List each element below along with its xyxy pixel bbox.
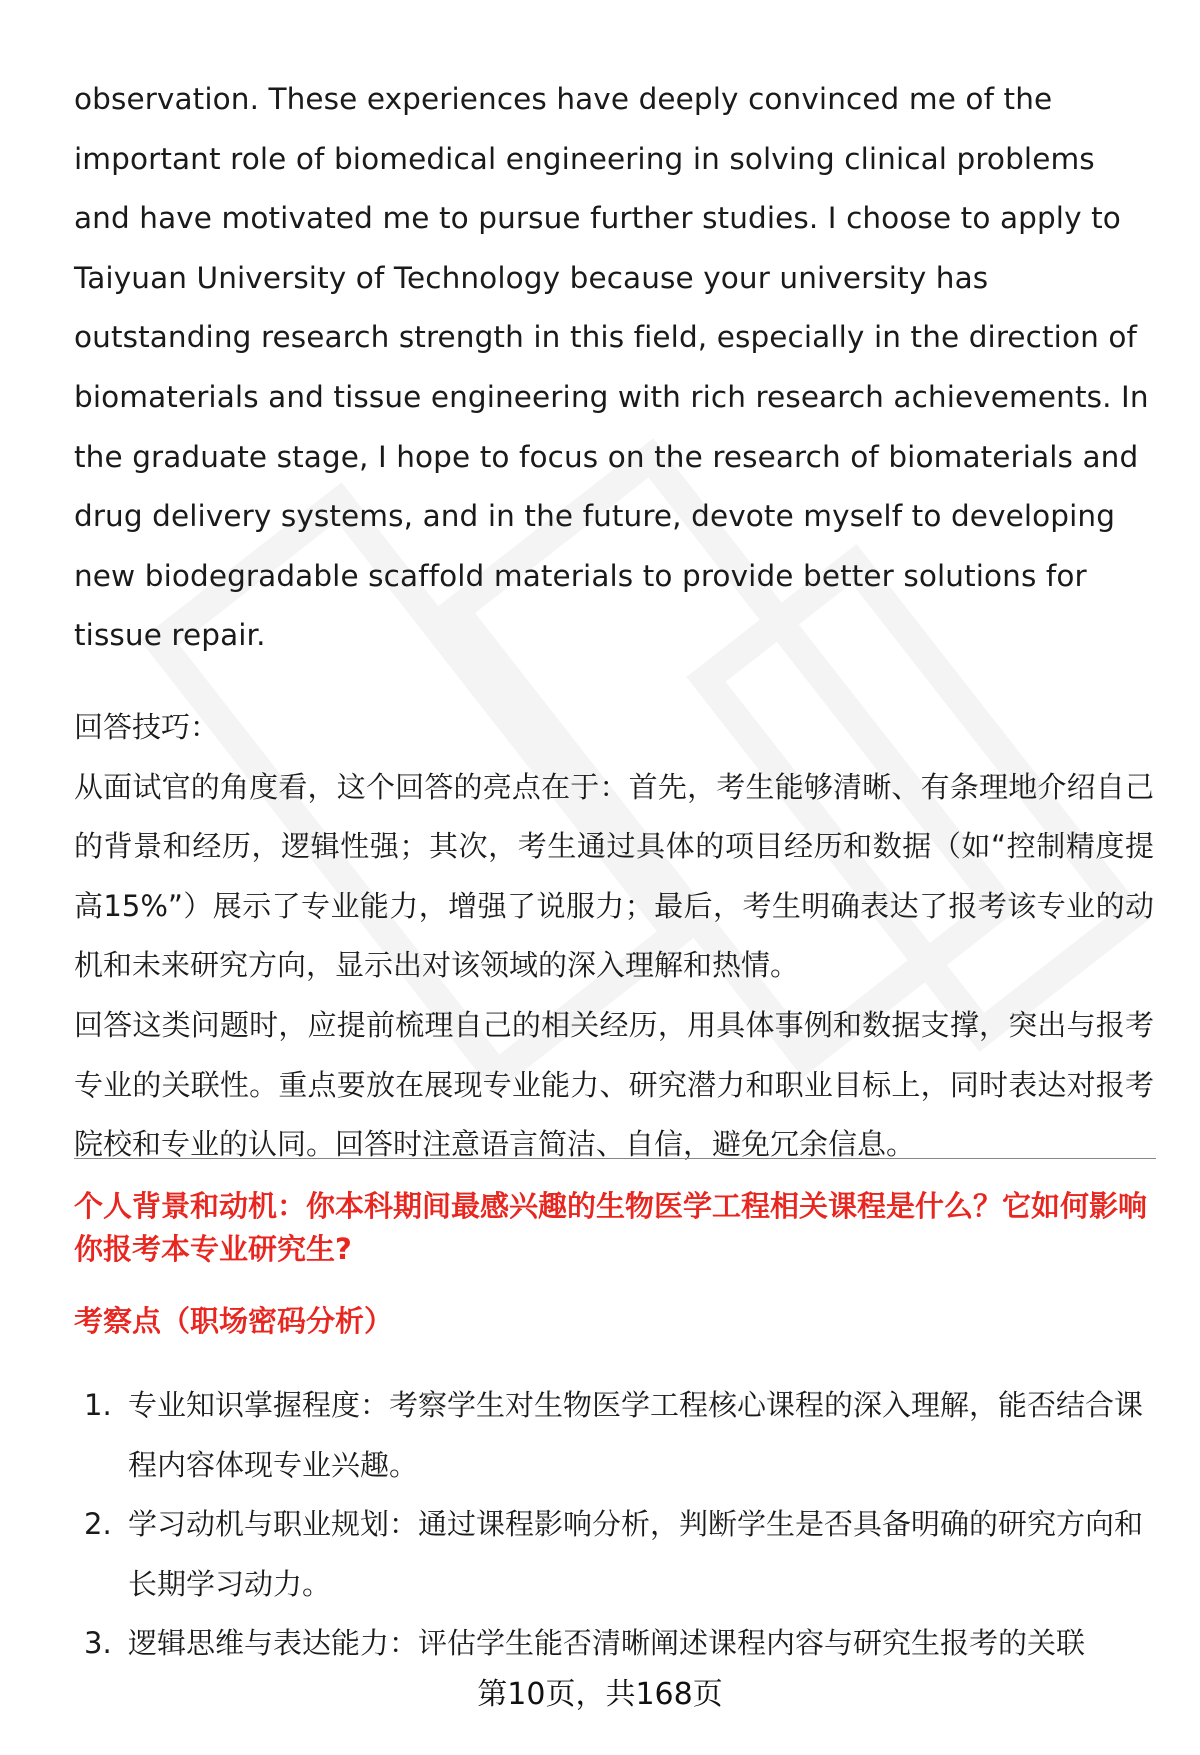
tips-paragraph-2: 回答这类问题时，应提前梳理自己的相关经历，用具体事例和数据支撑，突出与报考专业的关联性。重点要放在展现专业能力、研究潜力和职业目标上，同时表达对报考院校和专业的认同。回答时注意语言简洁、自信，避免冗余信息。 bbox=[74, 1007, 1154, 1162]
tips-heading: 回答技巧： bbox=[74, 709, 220, 744]
list-item-text: 学习动机与职业规划：通过课程影响分析，判断学生是否具备明确的研究方向和长期学习动力。 bbox=[128, 1507, 1144, 1601]
answer-continuation-paragraph: observation. These experiences have deeply convinced me of the important role of biomedical engineering in solving clinical problems and have motivated me to pursue further studies. I choose to apply to Taiyuan University of Technology because your university has outstanding research strength in this field, especially in the direction of biomaterials and tissue engineering with rich research achievements. In the graduate stage, I hope to focus on the research of biomaterials and drug delivery systems, and in the future, devote myself to developing new biodegradable scaffold materials to provide better solutions for tissue repair. bbox=[74, 82, 1149, 653]
question-heading: 个人背景和动机：你本科期间最感兴趣的生物医学工程相关课程是什么？它如何影响你报考本专业研究生? bbox=[74, 1189, 1148, 1266]
list-item-number: 2. bbox=[84, 1507, 112, 1542]
list-item-text: 专业知识掌握程度：考察学生对生物医学工程核心课程的深入理解，能否结合课程内容体现专业兴趣。 bbox=[128, 1388, 1144, 1482]
list-item bbox=[74, 1376, 1154, 1495]
list-item bbox=[74, 1614, 1154, 1674]
list-item-number: 3. bbox=[84, 1626, 112, 1661]
page-number-footer: 第10页，共168页 bbox=[477, 1677, 723, 1712]
list-item-text: 逻辑思维与表达能力：评估学生能否清晰阐述课程内容与研究生报考的关联 bbox=[128, 1626, 1086, 1661]
tips-paragraph-1: 从面试官的角度看，这个回答的亮点在于：首先，考生能够清晰、有条理地介绍自己的背景和经历，逻辑性强；其次，考生通过具体的项目经历和数据（如“控制精度提高15%”）展示了专业能力，增强了说服力；最后，考生明确表达了报考该专业的动机和未来研究方向，显示出对该领域的深入理解和热情。 bbox=[74, 769, 1154, 983]
page-content bbox=[74, 70, 1154, 1175]
section-divider bbox=[74, 1158, 1156, 1159]
list-item bbox=[74, 1495, 1154, 1614]
assessment-points-heading: 考察点（职场密码分析） bbox=[74, 1304, 394, 1338]
list-item-number: 1. bbox=[84, 1388, 112, 1422]
assessment-points-list bbox=[74, 1376, 1154, 1674]
